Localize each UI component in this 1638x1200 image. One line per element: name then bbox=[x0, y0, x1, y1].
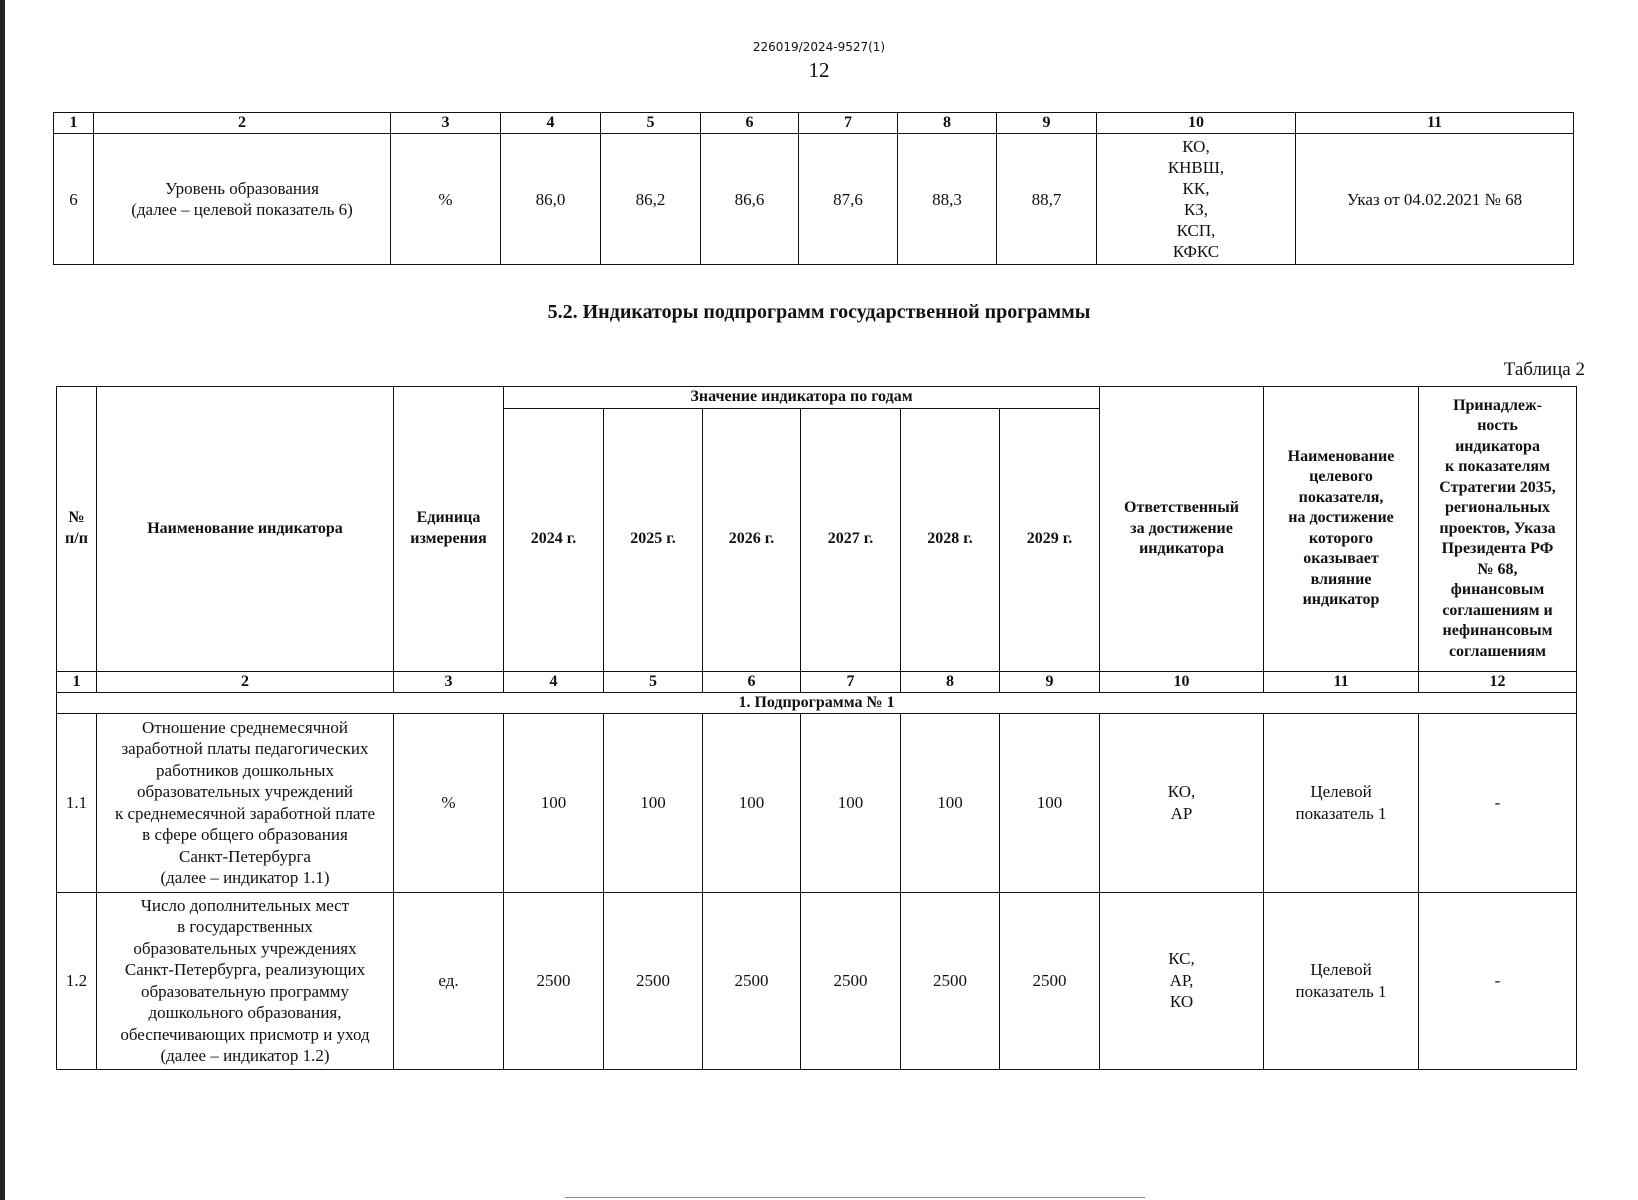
header-year: 2025 г. bbox=[604, 408, 703, 671]
unit: % bbox=[394, 713, 504, 892]
column-number: 5 bbox=[601, 113, 701, 134]
value-cell: 88,7 bbox=[997, 134, 1097, 265]
header-num: № п/п bbox=[57, 387, 97, 672]
table-label: Таблица 2 bbox=[1503, 359, 1585, 380]
column-number: 4 bbox=[501, 113, 601, 134]
row-number: 1.2 bbox=[57, 892, 97, 1069]
value-cell: 100 bbox=[1000, 713, 1100, 892]
column-number: 11 bbox=[1264, 671, 1419, 692]
unit: % bbox=[391, 134, 501, 265]
value-cell: 100 bbox=[703, 713, 801, 892]
indicator-name: Отношение среднемесячной заработной платы педагогических работников дошкольных образовательных учреждений к среднемесячной заработной плате в сфере общего образования Санкт-Петербурга (далее – индикатор 1.1) bbox=[97, 713, 394, 892]
column-number: 12 bbox=[1419, 671, 1577, 692]
column-number-row bbox=[54, 113, 1574, 134]
column-number: 5 bbox=[604, 671, 703, 692]
value-cell: 2500 bbox=[1000, 892, 1100, 1069]
column-number: 2 bbox=[94, 113, 391, 134]
header-unit: Единица измерения bbox=[394, 387, 504, 672]
column-number: 11 bbox=[1296, 113, 1574, 134]
column-number: 9 bbox=[997, 113, 1097, 134]
goal-indicators-table bbox=[53, 112, 1574, 265]
column-number: 10 bbox=[1097, 113, 1296, 134]
column-number: 8 bbox=[901, 671, 1000, 692]
column-number: 3 bbox=[394, 671, 504, 692]
column-number: 10 bbox=[1100, 671, 1264, 692]
header-target: Наименование целевого показателя, на достижение которого оказывает влияние индикатор bbox=[1264, 387, 1419, 672]
table-row bbox=[57, 892, 1577, 1069]
page-number: 12 bbox=[808, 58, 830, 82]
column-number: 4 bbox=[504, 671, 604, 692]
column-number-row bbox=[57, 671, 1577, 692]
value-cell: 100 bbox=[901, 713, 1000, 892]
value-cell: 100 bbox=[801, 713, 901, 892]
responsible: КО, КНВШ, КК, КЗ, КСП, КФКС bbox=[1097, 134, 1296, 265]
value-cell: 86,0 bbox=[501, 134, 601, 265]
responsible: КС, АР, КО bbox=[1100, 892, 1264, 1069]
column-number: 7 bbox=[799, 113, 898, 134]
subprogram-row bbox=[57, 692, 1577, 713]
column-number: 9 bbox=[1000, 671, 1100, 692]
value-cell: 100 bbox=[504, 713, 604, 892]
target-indicator: Целевой показатель 1 bbox=[1264, 713, 1419, 892]
belonging: - bbox=[1419, 713, 1577, 892]
value-cell: 86,2 bbox=[601, 134, 701, 265]
scan-edge bbox=[0, 0, 5, 1200]
column-number: 8 bbox=[898, 113, 997, 134]
basis: Указ от 04.02.2021 № 68 bbox=[1296, 134, 1574, 265]
header-name: Наименование индикатора bbox=[97, 387, 394, 672]
column-number: 7 bbox=[801, 671, 901, 692]
column-number: 6 bbox=[701, 113, 799, 134]
header-row bbox=[57, 387, 1577, 409]
header-year: 2027 г. bbox=[801, 408, 901, 671]
column-number: 1 bbox=[54, 113, 94, 134]
column-number: 2 bbox=[97, 671, 394, 692]
value-cell: 87,6 bbox=[799, 134, 898, 265]
table-row bbox=[54, 134, 1574, 265]
header-responsible: Ответственный за достижение индикатора bbox=[1100, 387, 1264, 672]
responsible: КО, АР bbox=[1100, 713, 1264, 892]
header-year: 2029 г. bbox=[1000, 408, 1100, 671]
value-cell: 88,3 bbox=[898, 134, 997, 265]
value-cell: 2500 bbox=[901, 892, 1000, 1069]
column-number: 6 bbox=[703, 671, 801, 692]
header-years-group: Значение индикатора по годам bbox=[504, 387, 1100, 409]
target-indicator: Целевой показатель 1 bbox=[1264, 892, 1419, 1069]
subprogram-indicators-table bbox=[56, 386, 1577, 1070]
indicator-name: Уровень образования (далее – целевой показатель 6) bbox=[94, 134, 391, 265]
section-title: 5.2. Индикаторы подпрограмм государственной программы bbox=[547, 301, 1091, 323]
header-year: 2026 г. bbox=[703, 408, 801, 671]
subprogram-title: 1. Подпрограмма № 1 bbox=[57, 692, 1577, 713]
table-row bbox=[57, 713, 1577, 892]
header-belonging: Принадлеж- ность индикатора к показателям Стратегии 2035, региональных проектов, Указа Президента РФ № 68, финансовым соглашениям и нефинансовым соглашениям bbox=[1419, 387, 1577, 672]
column-number: 3 bbox=[391, 113, 501, 134]
value-cell: 2500 bbox=[703, 892, 801, 1069]
indicator-name: Число дополнительных мест в государственных образовательных учреждениях Санкт-Петербурга, реализующих образовательную программу дошкольного образования, обеспечивающих присмотр и уход (далее – индикатор 1.2) bbox=[97, 892, 394, 1069]
value-cell: 2500 bbox=[604, 892, 703, 1069]
belonging: - bbox=[1419, 892, 1577, 1069]
value-cell: 2500 bbox=[801, 892, 901, 1069]
header-year: 2028 г. bbox=[901, 408, 1000, 671]
row-number: 1.1 bbox=[57, 713, 97, 892]
footer-rule bbox=[565, 1197, 1145, 1198]
value-cell: 86,6 bbox=[701, 134, 799, 265]
header-year: 2024 г. bbox=[504, 408, 604, 671]
document-id: 226019/2024-9527(1) bbox=[752, 40, 886, 54]
row-number: 6 bbox=[54, 134, 94, 265]
column-number: 1 bbox=[57, 671, 97, 692]
value-cell: 2500 bbox=[504, 892, 604, 1069]
unit: ед. bbox=[394, 892, 504, 1069]
value-cell: 100 bbox=[604, 713, 703, 892]
